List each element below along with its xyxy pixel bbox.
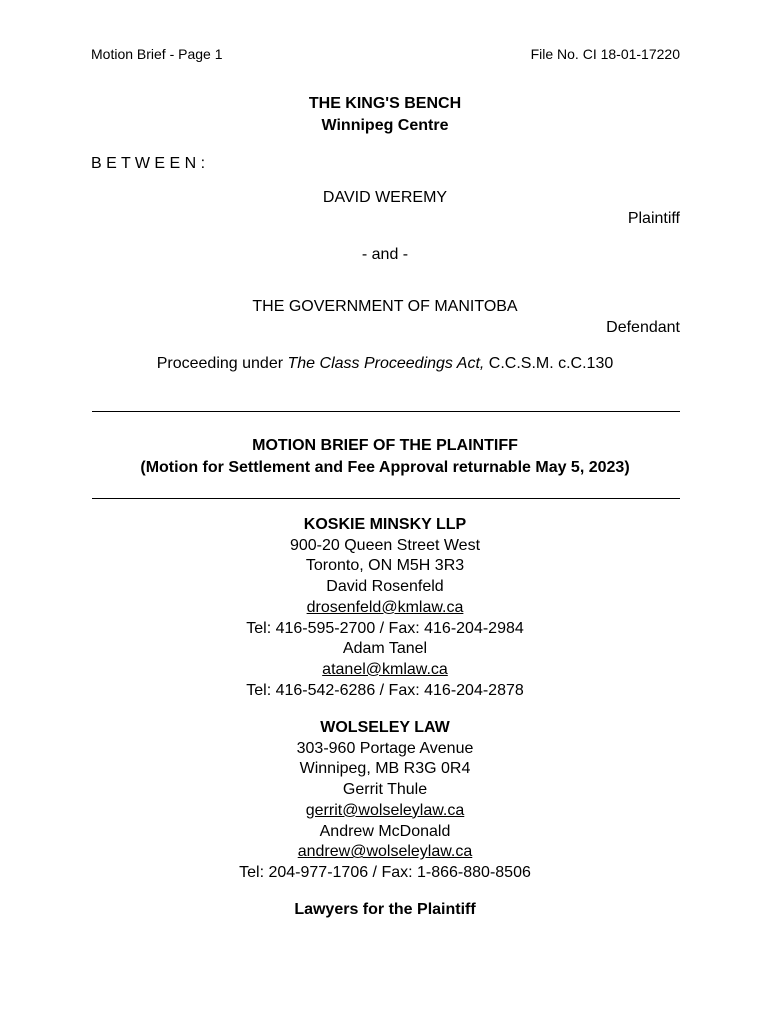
divider-top: [92, 411, 680, 412]
lawyer-phone-line: Tel: 416-595-2700 / Fax: 416-204-2984: [246, 619, 524, 637]
and-text: - and -: [361, 246, 409, 263]
proceeding-prefix: Proceeding under: [156, 355, 288, 372]
lawyer-phone-line: Tel: 416-542-6286 / Fax: 416-204-2878: [246, 681, 524, 699]
proceeding-suffix: C.C.S.M. c.C.130: [484, 355, 614, 372]
lawyers-for-label: Lawyers for the Plaintiff: [294, 901, 476, 918]
lawyer-email-link[interactable]: andrew@wolseleylaw.ca: [297, 843, 473, 861]
court-name: THE KING'S BENCH: [308, 95, 462, 112]
lawyer-email-link[interactable]: atanel@kmlaw.ca: [322, 660, 448, 678]
header-left: Motion Brief - Page 1: [91, 46, 223, 62]
firm-address-line: 303-960 Portage Avenue: [296, 739, 474, 757]
lawyer-name: Andrew McDonald: [319, 822, 451, 840]
lawyer-name: David Rosenfeld: [326, 578, 444, 596]
header-right: File No. CI 18-01-17220: [530, 46, 680, 62]
lawyer-email-link[interactable]: gerrit@wolseleylaw.ca: [305, 801, 465, 819]
plaintiff-role: Plaintiff: [627, 210, 680, 227]
lawyer-email-link[interactable]: drosenfeld@kmlaw.ca: [306, 598, 464, 616]
plaintiff-name: DAVID WEREMY: [322, 189, 448, 206]
brief-subtitle: (Motion for Settlement and Fee Approval returnable May 5, 2023): [140, 459, 630, 476]
firm-address-line: 900-20 Queen Street West: [289, 536, 481, 554]
firm-block-wolseley: [0, 718, 770, 884]
lawyer-name: Gerrit Thule: [342, 781, 428, 799]
divider-bottom: [92, 498, 680, 499]
proceeding-act: The Class Proceedings Act,: [287, 355, 485, 372]
between-label: B E T W E E N :: [91, 155, 206, 172]
firm-block-koskie: [0, 515, 770, 701]
lawyer-phone-line: Tel: 204-977-1706 / Fax: 1-866-880-8506: [239, 863, 531, 881]
lawyer-name: Adam Tanel: [342, 640, 428, 658]
brief-title: MOTION BRIEF OF THE PLAINTIFF: [252, 437, 518, 454]
firm-city-line: Winnipeg, MB R3G 0R4: [299, 760, 471, 778]
firm-city-line: Toronto, ON M5H 3R3: [305, 557, 465, 575]
proceeding-line: [0, 355, 770, 373]
firm-name: KOSKIE MINSKY LLP: [303, 516, 467, 533]
firm-name: WOLSELEY LAW: [320, 719, 450, 736]
defendant-role: Defendant: [606, 319, 680, 336]
defendant-name: THE GOVERNMENT OF MANITOBA: [252, 298, 518, 315]
court-centre: Winnipeg Centre: [321, 117, 449, 134]
